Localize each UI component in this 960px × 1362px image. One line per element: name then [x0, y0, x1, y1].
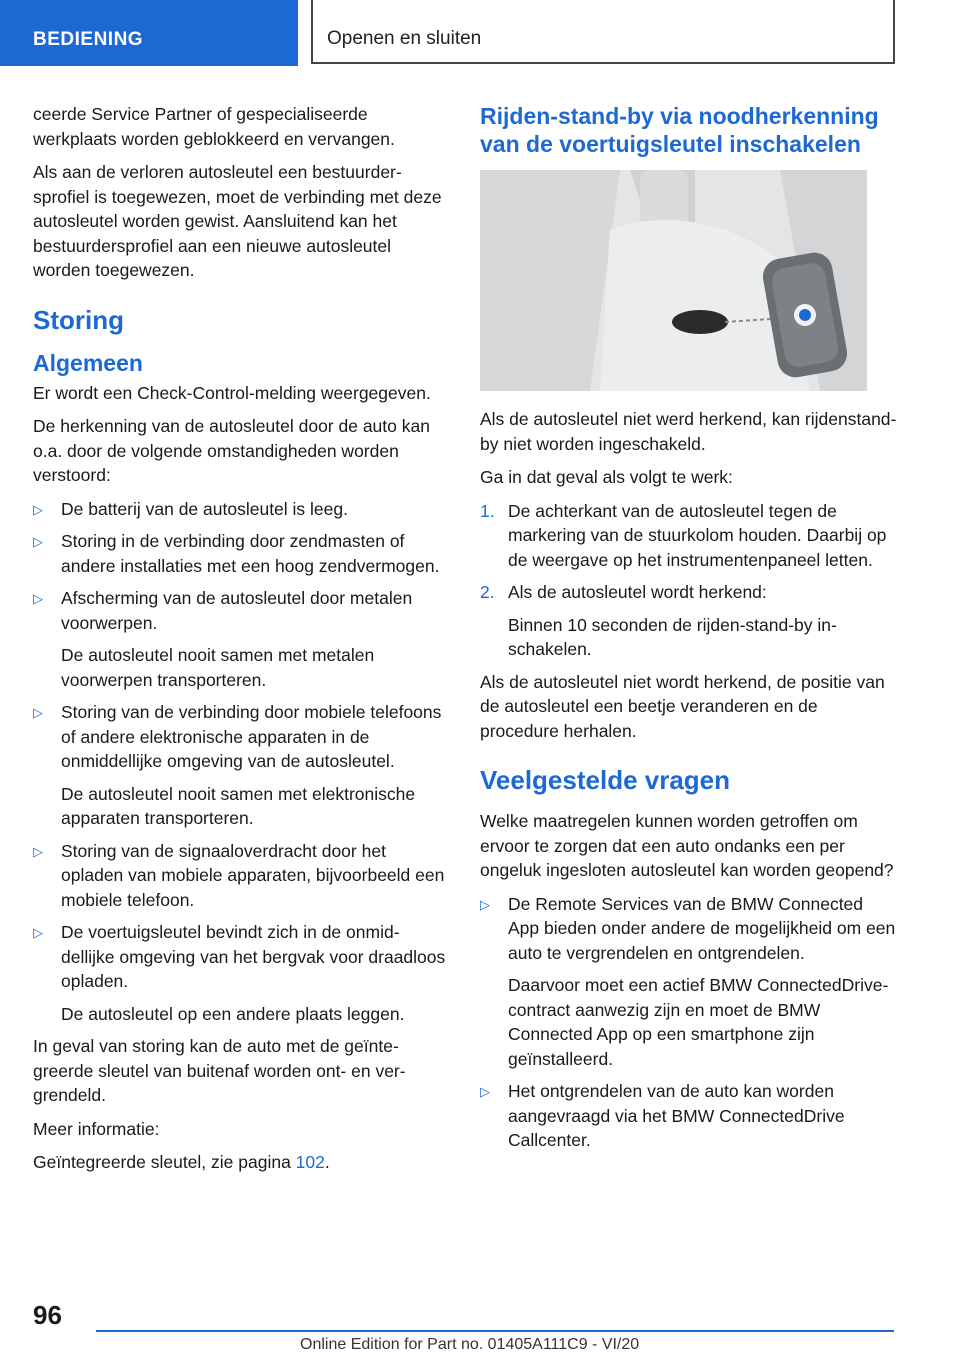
- intro-paragraph-2: Als aan de verloren autosleutel een bestuurdersprofiel is toegewezen, moet de verbinding met deze autosleutel worden gewist. Aansluitend kan het bestuurdersprofiel aan een nieuwe autosleutel worden toegewezen.: [33, 162, 442, 280]
- answer-list: [480, 892, 898, 1153]
- bullet-triangle-icon: ▷: [480, 1084, 490, 1099]
- list-item-text: De Remote Services van de BMW Connected App bieden onder andere de mogelijkheid om een auto te vergrendelen en ontgrendelen.: [508, 893, 896, 963]
- list-item: [480, 892, 898, 1072]
- key-steering-column-illustration: [480, 170, 867, 391]
- niet-wordt-herkend-paragraph: Als de autosleutel niet wordt herkend, de positie van de autosleutel een beetje veranderen en de procedure herhalen.: [480, 671, 885, 741]
- step-number: 1.: [480, 500, 495, 521]
- footer-divider: [96, 1330, 894, 1332]
- list-item-note: Daarvoor moet een actief BMW ConnectedDrive-contract aanwezig zijn en moet de BMW Connected App op een smartphone zijn geïnstalleerd.: [508, 975, 889, 1069]
- reference-end: .: [324, 1152, 330, 1172]
- reference-line: [33, 1150, 447, 1175]
- ga-paragraph: Ga in dat geval als volgt te werk:: [480, 467, 733, 487]
- heading-rijden-stand-by: Rijden-stand-by via noodherkenning van de voertuigsleutel inschakelen: [480, 103, 879, 157]
- bullet-triangle-icon: ▷: [33, 591, 43, 606]
- list-item-text: De achterkant van de autosleutel tegen de markering van de stuurkolom houden. Daarbij op de weergave op het instrumentenpaneel letten.: [508, 500, 887, 570]
- key-illustration-svg: [480, 170, 867, 391]
- list-item: [33, 497, 447, 522]
- chapter-tab[interactable]: Openen en sluiten: [311, 0, 895, 64]
- bullet-triangle-icon: ▷: [33, 925, 43, 940]
- page-reference-link[interactable]: 102: [295, 1152, 325, 1172]
- page-number: 96: [33, 1300, 62, 1330]
- list-item: [33, 839, 447, 913]
- list-item-text: Als de autosleutel wordt herkend:: [508, 582, 767, 602]
- bullet-triangle-icon: ▷: [33, 843, 43, 859]
- check-control-paragraph: Er wordt een Check-Control-melding weergegeven.: [33, 382, 431, 403]
- niet-herkend-paragraph: Als de autosleutel niet werd herkend, kan rijdenstand-by niet worden ingeschakeld.: [480, 409, 897, 454]
- list-item-text: De voertuigsleutel bevindt zich in de onmiddellijke omgeving van het bergvak voor draadloos opladen.: [61, 922, 446, 991]
- intro-paragraph-1: ceerde Service Partner of gespecialiseerde werkplaats worden geblokkeerd en vervangen.: [33, 104, 395, 149]
- list-item: [33, 586, 447, 692]
- list-item: [480, 580, 898, 662]
- list-item-note: De autosleutel op een andere plaats leggen.: [61, 1003, 405, 1024]
- reference-text: Geïntegreerde sleutel, zie pagina: [33, 1152, 296, 1172]
- steps-list: [480, 499, 898, 662]
- list-item-text: Het ontgrendelen van de auto kan worden aangevraagd via het BMW ConnectedDrive Callcenter.: [508, 1081, 845, 1150]
- disturbance-list: [33, 497, 447, 1027]
- heading-algemeen: Algemeen: [33, 349, 143, 376]
- meer-informatie-label: Meer informatie:: [33, 1118, 160, 1139]
- list-item-text: Afscherming van de autosleutel door metalen voorwerpen.: [61, 588, 413, 633]
- marking-icon: [672, 310, 728, 334]
- step-number: 2.: [480, 582, 495, 602]
- page-header: [0, 0, 960, 66]
- list-item-text: Storing van de signaaloverdracht door het opladen van mobiele apparaten, bijvoorbeeld een mobiele telefoon.: [61, 840, 445, 910]
- storing-paragraph: In geval van storing kan de auto met de geïntegreerde sleutel van buitenaf worden ont- en vergrendeld.: [33, 1036, 406, 1105]
- bullet-triangle-icon: ▷: [33, 501, 43, 517]
- question-paragraph: Welke maatregelen kunnen worden getroffen om ervoor te zorgen dat een auto ondanks een per ongeluk ingesloten autosleutel kan worden geopend?: [480, 811, 894, 880]
- list-item: [480, 1079, 898, 1153]
- list-item: [33, 529, 447, 578]
- heading-storing: Storing: [33, 304, 124, 335]
- bullet-triangle-icon: ▷: [480, 896, 490, 912]
- bullet-triangle-icon: ▷: [33, 534, 43, 549]
- herkenning-paragraph: De herkenning van de autosleutel door de auto kan o.a. door de volgende omstandigheden worden verstoord:: [33, 416, 430, 485]
- list-item: [33, 920, 447, 1026]
- footer-edition: Online Edition for Part no. 01405A111C9 - VI/20: [300, 1336, 640, 1353]
- right-column: [480, 102, 898, 1161]
- list-item-note: De autosleutel nooit samen met metalen voorwerpen transporteren.: [61, 645, 375, 690]
- list-item-note: De autosleutel nooit samen met elektronische apparaten transporteren.: [61, 783, 416, 828]
- list-item-text: De batterij van de autosleutel is leeg.: [61, 498, 348, 519]
- bullet-triangle-icon: ▷: [33, 705, 43, 720]
- left-column: [33, 102, 447, 1184]
- section-tab[interactable]: BEDIENING: [0, 0, 298, 66]
- list-item-text: Storing in de verbinding door zendmasten of andere installaties met een hoog zendvermogen.: [61, 531, 440, 576]
- list-item-text: Storing van de verbinding door mobiele telefoons of andere elektronische apparaten in de onmiddellijke omgeving van de autosleutel.: [61, 702, 442, 771]
- list-item-note: Binnen 10 seconden de rijden-stand-by inschakelen.: [508, 614, 837, 659]
- heading-veelgestelde-vragen: Veelgestelde vragen: [480, 765, 731, 795]
- list-item: [480, 499, 898, 573]
- list-item: [33, 700, 447, 831]
